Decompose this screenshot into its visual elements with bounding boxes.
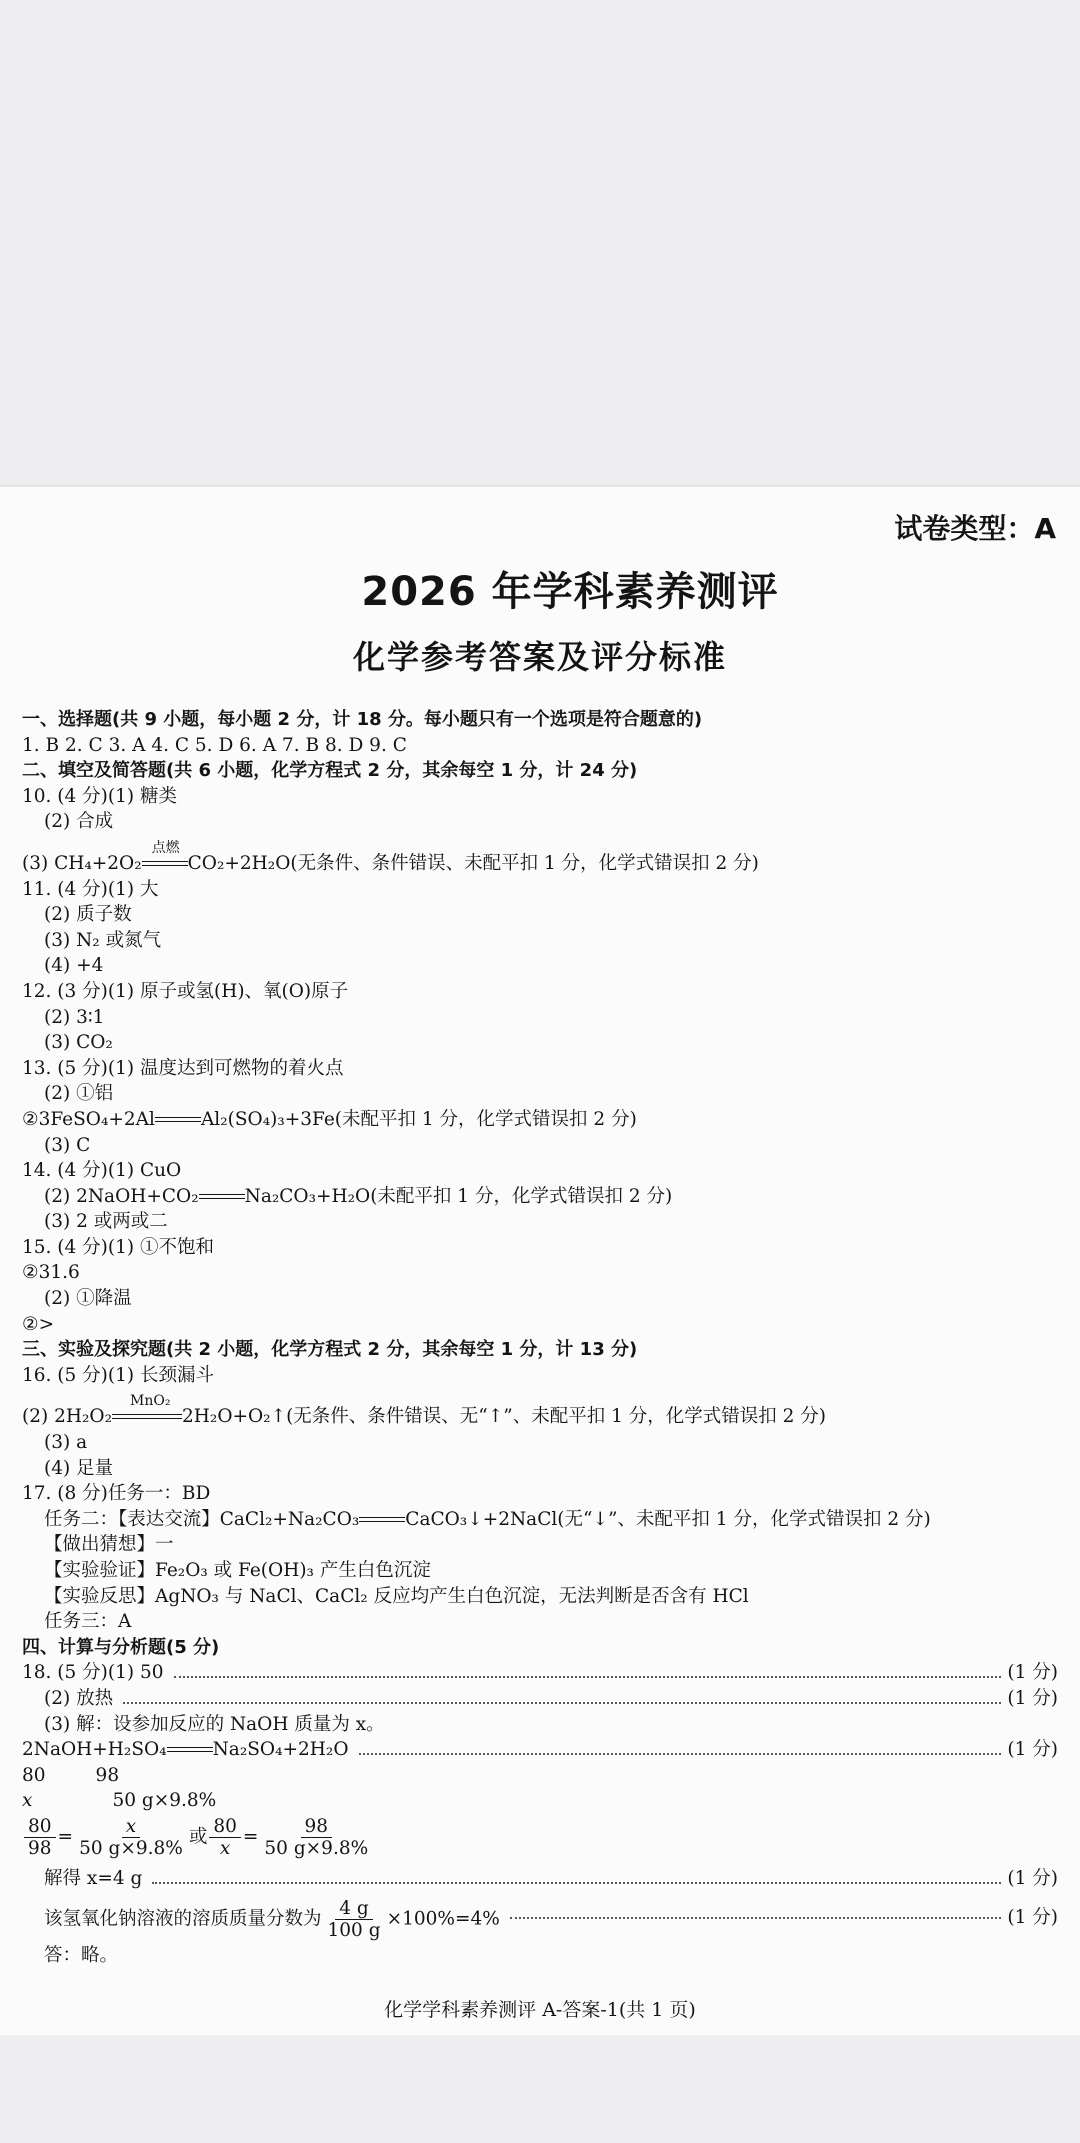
answer-line: (4) 足量	[44, 1457, 114, 1479]
answer-line: (3) C	[44, 1134, 91, 1156]
score-label: (1 分)	[1007, 1867, 1058, 1889]
answer-line: 15. (4 分)(1) ①不饱和	[22, 1236, 214, 1258]
page-subtitle: 化学参考答案及评分标准	[352, 638, 727, 676]
fraction: $\frac{80}{x}$	[209, 1816, 241, 1859]
answer-line: 12. (3 分)(1) 原子或氢(H)、氧(O)原子	[22, 980, 349, 1002]
answer-line: (3) N₂ 或氮气	[44, 929, 162, 951]
answer-line: ②31.6	[22, 1262, 80, 1284]
answer-line: (3) CO₂	[44, 1032, 113, 1054]
section-heading-1: 一、选择题(共 9 小题，每小题 2 分，计 18 分。每小题只有一个选项是符合题意的)	[22, 709, 703, 730]
answer-line: (2) 合成	[44, 811, 114, 833]
answer-line: ②>	[22, 1313, 55, 1335]
answer-line: 【实验验证】Fe₂O₃ 或 Fe(OH)₃ 产生白色沉淀	[44, 1560, 431, 1581]
section-heading-3: 三、实验及探究题(共 2 小题，化学方程式 2 分，其余每空 1 分，计 13 分)	[22, 1339, 638, 1361]
mass-line: x 50 g×9.8%	[22, 1790, 217, 1812]
equation-line: ②3FeSO₄+2Al Al₂(SO₄)₃+3Fe(未配平扣 1 分，化学式错误扣 2 分)	[22, 1108, 637, 1130]
page-footer: 化学学科素养测评 A-答案-1(共 1 页)	[384, 1999, 696, 2021]
scored-line: 该氢氧化钠溶液的溶质质量分数为 $\frac{4 g}{100 g}$ ×100%=4% (1 分)	[44, 1898, 1058, 1942]
equation-line: (2) 2NaOH+CO₂ Na₂CO₃+H₂O(未配平扣 1 分，化学式错误扣 2 分)	[44, 1185, 673, 1207]
answer-line: 10. (4 分)(1) 糖类	[22, 785, 177, 807]
score-label: (1 分)	[1007, 1739, 1058, 1761]
answer-line: (4) +4	[44, 955, 104, 977]
answer-line: 11. (4 分)(1) 大	[22, 878, 159, 900]
answer-line: 13. (5 分)(1) 温度达到可燃物的着火点	[22, 1057, 344, 1079]
answer-line: (3) 解：设参加反应的 NaOH 质量为 x。	[44, 1713, 385, 1735]
answer-line: (2) ①降温	[44, 1288, 132, 1310]
fraction: $\frac{80}{98}$	[24, 1816, 56, 1859]
reaction-equals-sign	[142, 839, 188, 869]
answer-line: (2) 质子数	[44, 904, 132, 926]
equation-line: (2) 2H₂O₂ MnO₂ 2H₂O+O₂↑(无条件、条件错误、无“↑”、未配平扣 1 分，化学式错误扣 2 分)	[22, 1393, 826, 1428]
answer-line: (2) ①铝	[44, 1083, 114, 1105]
catalyst-label: MnO₂	[130, 1393, 171, 1410]
answer-line: 【实验反思】AgNO₃ 与 NaCl、CaCl₂ 反应均产生白色沉淀，无法判断是否含有 HCl	[44, 1585, 749, 1607]
proportion-line: $\frac{80}{98}$ = $\frac{x}{50 g\times 9.8\%}$ 或 $\frac{80}{x}$ = $\frac{98}{50 g\times 9.8\%}$	[22, 1816, 1058, 1864]
fraction: $\frac{98}{50 g\times 9.8\%}$	[264, 1815, 369, 1859]
reaction-equals-sign	[167, 1745, 213, 1755]
equation-line: 任务二：【表达交流】CaCl₂+Na₂CO₃ CaCO₃↓+2NaCl(无“↓”、未配平扣 1 分，化学式错误扣 2 分)	[44, 1508, 931, 1530]
bottom-blank-area	[0, 2035, 1080, 2143]
choice-answers: 1. B 2. C 3. A 4. C 5. D 6. A 7. B 8. D 9. C	[22, 734, 407, 756]
equation-line: (3) CH₄+2O₂ 点燃 CO₂+2H₂O(无条件、条件错误、未配平扣 1 分，化学式错误扣 2 分)	[22, 839, 759, 874]
molar-mass-line: 80 98	[22, 1764, 120, 1786]
reaction-equals-sign	[199, 1192, 245, 1202]
scored-line: 2NaOH+H₂SO₄ Na₂SO₄+2H₂O (1 分)	[22, 1739, 1058, 1761]
paper-type-label: 试卷类型：A	[894, 512, 1056, 545]
section-heading-4: 四、计算与分析题(5 分)	[22, 1636, 220, 1658]
reaction-equals-sign	[155, 1115, 201, 1125]
score-label: (1 分)	[1007, 1907, 1058, 1929]
answer-line: 答：略。	[44, 1944, 119, 1966]
leader-dots	[174, 1675, 1002, 1678]
reaction-equals-sign	[112, 1393, 182, 1422]
answer-line: (3) 2 或两或二	[44, 1211, 168, 1233]
reaction-equals-sign	[359, 1515, 405, 1525]
answer-line: 任务三：A	[44, 1611, 132, 1633]
scored-line: 18. (5 分)(1) 50 (1 分)	[22, 1662, 1058, 1684]
page-title: 2026 年学科素养测评	[361, 569, 779, 615]
fraction: $\frac{4 g}{100 g}$	[327, 1898, 381, 1942]
answer-line: 【做出猜想】一	[44, 1534, 174, 1556]
leader-dots	[152, 1881, 1001, 1884]
fraction: $\frac{x}{50 g\times 9.8\%}$	[79, 1815, 183, 1859]
score-label: (1 分)	[1007, 1662, 1058, 1684]
score-label: (1 分)	[1007, 1687, 1058, 1709]
top-blank-area	[0, 0, 1080, 487]
answer-body	[22, 709, 1058, 1970]
leader-dots	[359, 1752, 1002, 1755]
scored-line: (2) 放热 (1 分)	[44, 1687, 1058, 1709]
leader-dots	[510, 1916, 1002, 1919]
reaction-condition: 点燃	[151, 839, 180, 856]
leader-dots	[123, 1701, 1001, 1704]
answer-line: (3) a	[44, 1432, 88, 1454]
answer-line: (2) 3∶1	[44, 1006, 105, 1028]
answer-line: 17. (8 分)任务一：BD	[22, 1483, 211, 1505]
scored-line: 解得 x=4 g (1 分)	[44, 1867, 1058, 1889]
answer-line: 14. (4 分)(1) CuO	[22, 1160, 182, 1182]
section-heading-2: 二、填空及简答题(共 6 小题，化学方程式 2 分，其余每空 1 分，计 24 分)	[22, 760, 638, 782]
answer-sheet-page	[0, 487, 1080, 2035]
answer-line: 16. (5 分)(1) 长颈漏斗	[22, 1364, 214, 1386]
